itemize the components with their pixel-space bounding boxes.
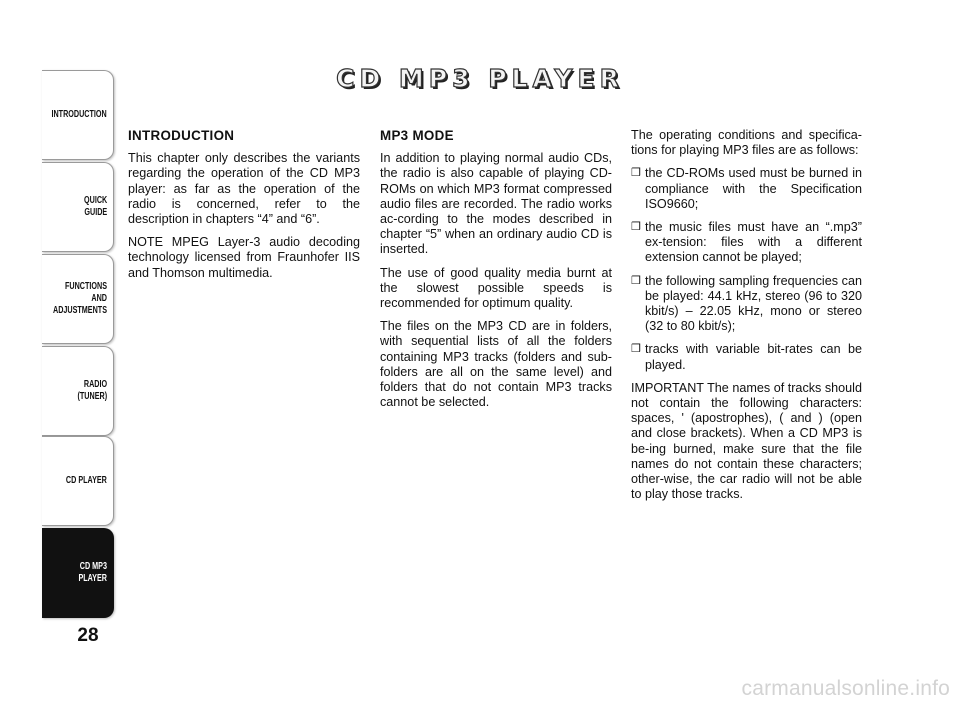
column-operating-conditions <box>631 128 862 510</box>
paragraph: This chapter only describes the variants regarding the operation of the CD MP3 player: as far as the operation of the radio is concerned, refer to the description in chapters “4” and “6”. <box>128 151 360 227</box>
watermark: carmanualsonline.info <box>741 677 950 700</box>
tab-label: CD PLAYER <box>66 475 107 486</box>
column-introduction <box>128 128 360 289</box>
tab-label: INTRODUCTION <box>51 109 107 120</box>
conditions-list <box>631 166 862 372</box>
checkbox-bullet-icon: ❒ <box>631 221 641 234</box>
list-item: ❒ the music files must have an “.mp3” ex-tension: files with a different extension cannot be played; <box>631 220 862 265</box>
tab-label: FUNCTIONS AND ADJUSTMENTS <box>52 281 107 316</box>
tab-label: RADIO (TUNER) <box>77 379 107 402</box>
important-note: IMPORTANT The names of tracks should not contain the following characters: spaces, ' (apostrophes), ( and ) (open and close brackets). When a CD MP3 is be-ing burned, make sure that the file names do not contain these characters; other-wise, the car radio will not be able to play those tracks. <box>631 380 862 502</box>
tab-cd-player[interactable] <box>42 436 114 526</box>
checkbox-bullet-icon: ❒ <box>631 274 641 287</box>
page-number: 28 <box>77 625 99 646</box>
paragraph: The use of good quality media burnt at the slowest possible speeds is recommended for optimum quality. <box>380 265 612 311</box>
list-item: ❒ the CD-ROMs used must be burned in compliance with the Specification ISO9660; <box>631 166 862 211</box>
column-mp3-mode <box>380 128 612 418</box>
tab-cd-mp3-player[interactable] <box>42 528 114 618</box>
section-heading: INTRODUCTION <box>128 128 235 143</box>
tab-label: CD MP3 PLAYER <box>78 561 107 584</box>
checkbox-bullet-icon: ❒ <box>631 343 641 356</box>
paragraph: In addition to playing normal audio CDs, the radio is also capable of playing CD-ROMs on which MP3 format compressed audio files are recorded. The radio works ac-cording to the modes described in chapter “5” when an ordinary audio CD is inserted. <box>380 151 612 257</box>
tab-radio-tuner[interactable] <box>42 346 114 436</box>
list-item: ❒ the following sampling frequencies can be played: 44.1 kHz, stereo (96 to 320 kbit/s) – 22.05 kHz, mono or stereo (32 to 80 kbit/s); <box>631 273 862 334</box>
checkbox-bullet-icon: ❒ <box>631 167 641 180</box>
tab-functions-and-adjustments[interactable] <box>42 254 114 344</box>
tab-quick-guide[interactable] <box>42 162 114 252</box>
page-title: CD MP3 PLAYER <box>336 64 624 93</box>
paragraph: The operating conditions and specifica-tions for playing MP3 files are as follows: <box>631 128 862 158</box>
tab-label: QUICK GUIDE <box>83 195 107 218</box>
paragraph: NOTE MPEG Layer-3 audio decoding technology licensed from Fraunhofer IIS and Thomson multimedia. <box>128 235 360 280</box>
list-item: ❒ tracks with variable bit-rates can be played. <box>631 342 862 372</box>
paragraph: The files on the MP3 CD are in folders, with sequential lists of all the folders containing MP3 tracks (folders and sub-folders are all on the same level) and folders that do not contain MP3 tracks cannot be selected. <box>380 319 612 410</box>
section-heading: MP3 MODE <box>380 128 454 143</box>
